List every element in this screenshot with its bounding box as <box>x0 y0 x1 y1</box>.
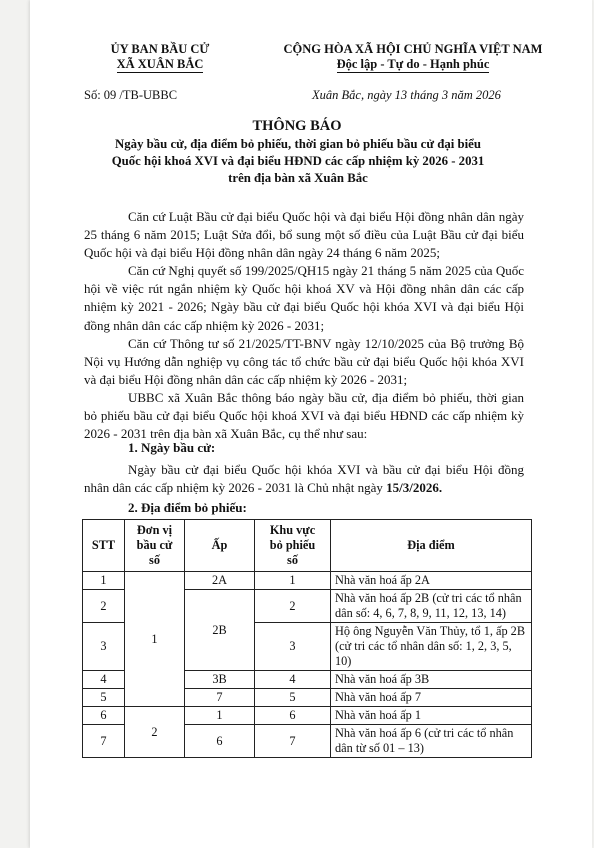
cell-area: 1 <box>255 572 331 590</box>
cell-hamlet: 6 <box>185 725 255 758</box>
table-row <box>83 707 532 725</box>
section-1-text <box>84 461 524 497</box>
document-title: THÔNG BÁO <box>252 118 342 134</box>
document-subtitle: Ngày bầu cử, địa điểm bỏ phiếu, thời gian bỏ phiếu bầu cử đại biểu Quốc hội khoá XVI và đại biểu HĐND các cấp nhiệm kỳ 2026 - 2031 trên địa bàn xã Xuân Bắc <box>111 137 485 185</box>
cell-area: 4 <box>255 671 331 689</box>
cell-place: Nhà văn hoá ấp 7 <box>331 689 532 707</box>
cell-area: 5 <box>255 689 331 707</box>
cell-stt: 6 <box>83 707 125 725</box>
announcement-intro: UBBC xã Xuân Bắc thông báo ngày bầu cử, địa điểm bỏ phiếu, thời gian bỏ phiếu bầu cử đại biểu Quốc hội khoá XVI và đại biểu HĐND các cấp nhiệm kỳ 2026 - 2031 trên địa bàn xã Xuân Bắc, cụ thể như sau: <box>84 390 524 442</box>
polling-locations-table <box>82 519 532 758</box>
issuing-authority <box>60 42 260 73</box>
table-row <box>83 572 532 590</box>
cell-hamlet: 1 <box>185 707 255 725</box>
cell-place: Nhà văn hoá ấp 1 <box>331 707 532 725</box>
cell-hamlet: 2A <box>185 572 255 590</box>
nation-name: CỘNG HÒA XÃ HỘI CHỦ NGHĨA VIỆT NAM <box>283 42 543 56</box>
cell-hamlet: 3B <box>185 671 255 689</box>
header-area: Khu vực bỏ phiếu số <box>255 520 331 572</box>
header-place: Địa điểm <box>331 520 532 572</box>
cell-place: Nhà văn hoá ấp 2B (cử tri các tổ nhân dân số: 4, 6, 7, 8, 9, 11, 12, 13, 14) <box>331 590 532 623</box>
document-date: Xuân Bắc, ngày 13 tháng 3 năm 2026 <box>312 88 501 102</box>
cell-area: 6 <box>255 707 331 725</box>
cell-stt: 2 <box>83 590 125 623</box>
cell-hamlet: 2B <box>185 590 255 671</box>
document-number: Số: 09 /TB-UBBC <box>84 88 178 102</box>
cell-stt: 4 <box>83 671 125 689</box>
legal-basis-1: Căn cứ Luật Bầu cử đại biểu Quốc hội và đại biểu Hội đồng nhân dân ngày 25 tháng 6 năm 2015; Luật Sửa đổi, bổ sung một số điều của Luật Bầu cử đại biểu Quốc hội và đại biểu Hội đồng nhân dân ngày 24 tháng 6 năm 2025; <box>84 209 524 261</box>
section-2-heading: 2. Địa điểm bỏ phiếu: <box>128 500 247 515</box>
cell-place: Nhà văn hoá ấp 2A <box>331 572 532 590</box>
election-day-text: Ngày bầu cử đại biểu Quốc hội khóa XVI và bầu cử đại biểu Hội đồng nhân dân các cấp nhiệm kỳ 2026 - 2031 là Chủ nhật ngày <box>84 462 524 496</box>
cell-stt: 1 <box>83 572 125 590</box>
section-1-heading: 1. Ngày bầu cử: <box>128 440 216 455</box>
cell-stt: 5 <box>83 689 125 707</box>
header-hamlet: Ấp <box>185 520 255 572</box>
authority-line1: ỦY BAN BẦU CỬ <box>110 42 210 56</box>
authority-line2: XÃ XUÂN BẮC <box>116 57 204 71</box>
legal-basis-3: Căn cứ Thông tư số 21/2025/TT-BNV ngày 12/10/2025 của Bộ trưởng Bộ Nội vụ Hướng dẫn nghiệp vụ công tác tổ chức bầu cử đại biểu Quốc hội khóa XVI và đại biểu Hội đồng nhân dân các cấp nhiệm kỳ 2026 - 2031; <box>84 336 524 388</box>
cell-unit: 2 <box>125 707 185 758</box>
national-motto <box>258 42 568 73</box>
cell-stt: 7 <box>83 725 125 758</box>
table-header-row <box>83 520 532 572</box>
cell-stt: 3 <box>83 623 125 671</box>
motto: Độc lập - Tự do - Hạnh phúc <box>336 57 490 71</box>
header-stt: STT <box>83 520 125 572</box>
cell-place: Nhà văn hoá ấp 3B <box>331 671 532 689</box>
cell-place: Hộ ông Nguyễn Văn Thủy, tổ 1, ấp 2B (cử tri các tổ nhân dân số: 1, 2, 3, 5, 10) <box>331 623 532 671</box>
cell-hamlet: 7 <box>185 689 255 707</box>
cell-place: Nhà văn hoá ấp 6 (cử tri các tổ nhân dân từ số 01 – 13) <box>331 725 532 758</box>
header-unit: Đơn vị bầu cử số <box>125 520 185 572</box>
cell-area: 2 <box>255 590 331 623</box>
cell-area: 3 <box>255 623 331 671</box>
legal-basis-2: Căn cứ Nghị quyết số 199/2025/QH15 ngày 21 tháng 5 năm 2025 của Quốc hội về việc rút ngắn nhiệm kỳ Quốc hội khoá XV và Hội đồng nhân dân các cấp nhiệm kỳ 2021 - 2026; Ngày bầu cử đại biểu Quốc hội khóa XVI và đại biểu Hội đồng nhân dân các cấp nhiệm kỳ 2026 - 2031; <box>84 263 524 333</box>
cell-unit: 1 <box>125 572 185 707</box>
election-date: 15/3/2026. <box>386 480 443 496</box>
cell-area: 7 <box>255 725 331 758</box>
